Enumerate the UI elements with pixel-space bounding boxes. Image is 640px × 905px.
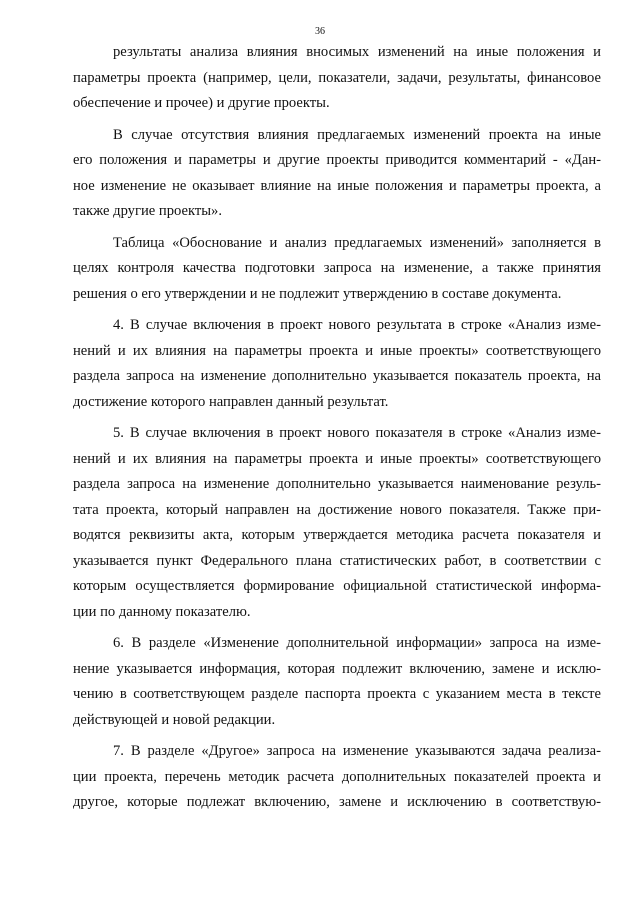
text-line: 5. В случае включения в проект нового показателя в строке «Анализ изме- <box>113 425 601 441</box>
text-line: 4. В случае включения в проект нового результата в строке «Анализ изме- <box>113 317 601 333</box>
paragraph <box>73 421 601 625</box>
text-line: указывается пункт Федерального плана статистических работ, в соответствии с <box>73 552 601 569</box>
text-line: чению в соответствующем разделе паспорта проекта с указанием места в тексте <box>73 686 601 702</box>
paragraph <box>73 739 601 816</box>
document-body <box>73 40 601 816</box>
text-line: достижение которого направлен данный результат. <box>73 393 389 410</box>
text-line: 6. В разделе «Изменение дополнительной информации» запроса на изме- <box>113 635 601 651</box>
paragraph <box>73 313 601 415</box>
text-line: также другие проекты». <box>73 203 222 219</box>
text-line: ции проекта, перечень методик расчета дополнительных показателей проекта и <box>73 768 601 785</box>
text-line: нений и их влияния на параметры проекта и иные проекты» соответствующего <box>73 342 601 359</box>
paragraph <box>73 40 601 117</box>
text-line: параметры проекта (например, цели, показатели, задачи, результаты, финансовое <box>73 69 601 86</box>
page-number: 36 <box>315 26 325 37</box>
text-line: другое, которые подлежат включению, замене и исключению в соответствую- <box>73 794 601 810</box>
text-line: нение указывается информация, которая подлежит включению, замене и исклю- <box>73 660 601 677</box>
text-line: которым осуществляется формирование официальной статистической информа- <box>73 578 601 594</box>
text-line: действующей и новой редакции. <box>73 711 276 728</box>
paragraph <box>73 631 601 733</box>
text-line: нений и их влияния на параметры проекта и иные проекты» соответствующего <box>73 450 601 467</box>
text-line: Таблица «Обоснование и анализ предлагаемых изменений» заполняется в <box>113 234 601 251</box>
text-line: целях контроля качества подготовки запроса на изменение, а также принятия <box>73 260 601 276</box>
text-line: раздела запроса на изменение дополнительно указывается показатель проекта, на <box>73 368 601 384</box>
paragraph <box>73 231 601 308</box>
text-line: его положения и параметры и другие проекты приводится комментарий - «Дан- <box>73 152 601 168</box>
text-line: 7. В разделе «Другое» запроса на изменение указываются задача реализа- <box>113 743 601 759</box>
text-line: В случае отсутствия влияния предлагаемых изменений проекта на иные <box>113 126 601 143</box>
paragraph <box>73 123 601 225</box>
text-line: решения о его утверждении и не подлежит утверждению в составе документа. <box>73 285 562 302</box>
text-line: ное изменение не оказывает влияние на иные положения и параметры проекта, а <box>73 177 601 194</box>
text-line: результаты анализа влияния вносимых изменений на иные положения и <box>113 44 601 60</box>
text-line: водятся реквизиты акта, которым утверждается методика расчета показателя и <box>73 527 601 543</box>
text-line: ции по данному показателю. <box>73 603 251 620</box>
text-line: обеспечение и прочее) и другие проекты. <box>73 95 330 111</box>
text-line: тата проекта, который направлен на достижение нового показателя. Также при- <box>73 501 601 518</box>
text-line: раздела запроса на изменение дополнительно указывается наименование резуль- <box>73 476 601 492</box>
